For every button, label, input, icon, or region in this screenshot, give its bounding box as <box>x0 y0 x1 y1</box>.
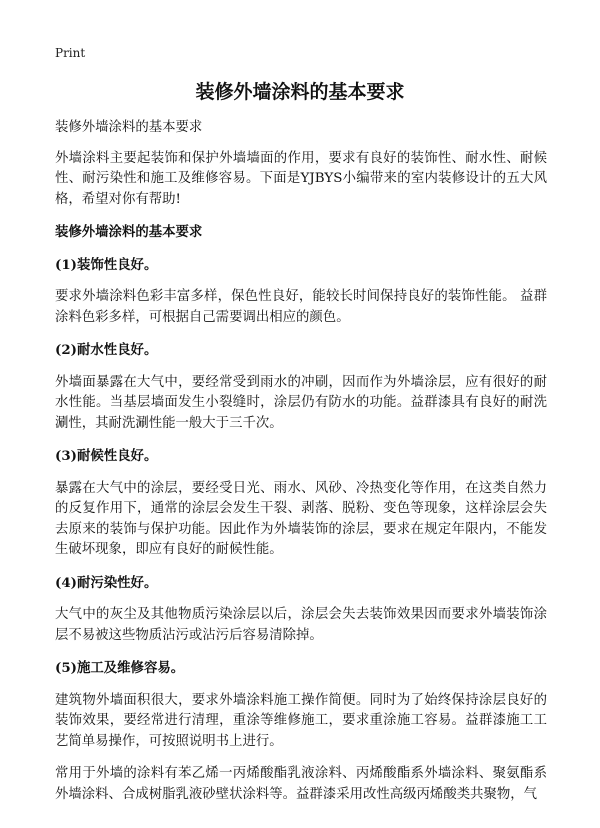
item-heading-2: (2)耐水性良好。 <box>55 342 158 358</box>
item-heading-4: (4)耐污染性好。 <box>55 574 158 591</box>
print-link[interactable]: Print <box>55 46 86 60</box>
item-body-3: 暴露在大气中的涂层，要经受日光、雨水、风砂、冷热变化等作用，在这类自然力的反复作用下，通常的涂层会发生干裂、剥落、脱粉、变色等现象，这样涂层会失去原来的装饰与保护功能。因此作为外墙装饰的涂层，要求在规定年限内，不能发生破坏现象，即应有良好的耐候性能。 <box>55 480 547 557</box>
item-body-2: 外墙面暴露在大气中，要经常受到雨水的冲刷，因而作为外墙涂层，应有很好的耐水性能。当基层墙面发生小裂缝时，涂层仍有防水的功能。益群漆具有良好的耐洗涮性，其耐洗涮性能一般大于三千次。 <box>55 374 547 431</box>
item-heading-1: (1)装饰性良好。 <box>55 256 158 273</box>
page-title: 装修外墙涂料的基本要求 <box>195 81 405 103</box>
article-subtitle: 装修外墙涂料的基本要求 <box>55 120 203 135</box>
item-body-1: 要求外墙涂料色彩丰富多样，保色性良好，能较长时间保持良好的装饰性能。 益群涂料色彩多样，可根据自己需要调出相应的颜色。 <box>55 289 547 325</box>
item-body-5: 建筑物外墙面积很大，要求外墙涂料施工操作简便。同时为了始终保持涂层良好的装饰效果，要经常进行清理，重涂等维修施工，要求重涂施工容易。益群漆施工工艺简单易操作，可按照说明书上进行。 <box>55 692 547 749</box>
intro-paragraph: 外墙涂料主要起装饰和保护外墙墙面的作用，要求有良好的装饰性、耐水性、耐候性、耐污染性和施工及维修容易。下面是YJBYS小编带来的室内装修设计的五大风格，希望对你有帮助! <box>55 150 547 207</box>
item-heading-5: (5)施工及维修容易。 <box>55 660 185 676</box>
article-body <box>55 118 547 817</box>
item-body-4: 大气中的灰尘及其他物质污染涂层以后，涂层会失去装饰效果因而要求外墙装饰涂层不易被这些物质沾污或沾污后容易清除掉。 <box>55 607 547 643</box>
closing-paragraph: 常用于外墙的涂料有苯乙烯一丙烯酸酯乳液涂料、丙烯酸酯系外墙涂料、聚氨酯系外墙涂料、合成树脂乳液砂壁状涂料等。益群漆采用改性高级丙烯酸类共聚物，气 <box>55 766 547 802</box>
section-heading: 装修外墙涂料的基本要求 <box>55 224 203 240</box>
item-heading-3: (3)耐候性良好。 <box>55 448 158 464</box>
